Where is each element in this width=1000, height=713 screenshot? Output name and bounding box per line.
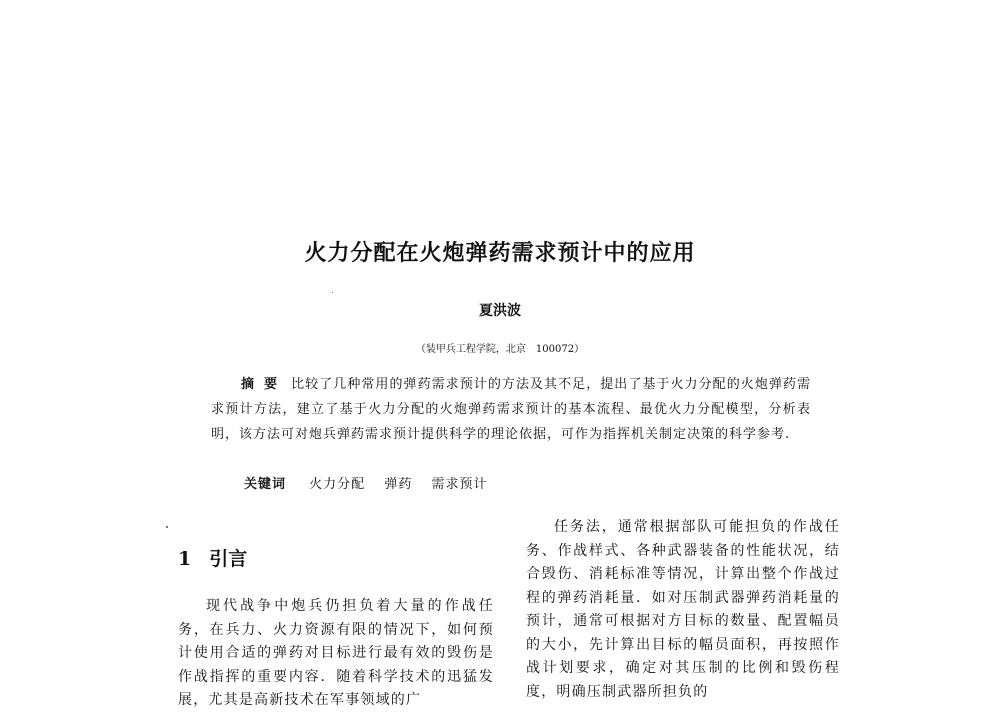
right-column-paragraph: 任务法，通常根据部队可能担负的作战任务、作战样式、各种武器装备的性能状况，结合毁伤、消耗标准等情况，计算出整个作战过程的弹药消耗量．如对压制武器弹药消耗量的预计，通常可根据对方目标的数量、配置幅员的大小，先计算出目标的幅员面积，再按照作战计划要求，确定对其压制的比例和毁伤程度，明确压制武器所担负的 [526,519,840,700]
left-column [178,595,494,713]
keywords [244,473,501,492]
scan-speck [166,526,168,528]
section-number: 1 [178,548,192,570]
section-title: 引言 [209,548,248,570]
right-column [526,516,840,704]
left-column-paragraph: 现代战争中炮兵仍担负着大量的作战任务，在兵力、火力资源有限的情况下，如何预计使用合适的弹药对目标进行最有效的毁伤是作战指挥的重要内容．随着科学技术的迅猛发展，尤其是高新技术在军事领域的广 [178,598,494,708]
paper-title: 火力分配在火炮弹药需求预计中的应用 [304,241,696,266]
scan-speck [332,292,333,293]
author-affiliation: （装甲兵工程学院，北京 100072） [415,344,585,355]
section-heading [178,544,247,571]
abstract [211,372,811,447]
author-name: 夏洪波 [479,303,521,319]
keywords-label: 关键词 [244,477,287,492]
abstract-text: 比较了几种常用的弹药需求预计的方法及其不足，提出了基于火力分配的火炮弹药需求预计方法，建立了基于火力分配的火炮弹药需求预计的基本流程、最优火力分配模型，分析表明，该方法可对炮兵弹药需求预计提供科学的理论依据，可作为指挥机关制定决策的科学参考. [211,377,811,442]
keyword-item: 需求预计 [431,477,488,492]
abstract-label: 摘要 [241,377,288,392]
keyword-item: 火力分配 [309,477,366,492]
keyword-item: 弹药 [384,477,413,492]
